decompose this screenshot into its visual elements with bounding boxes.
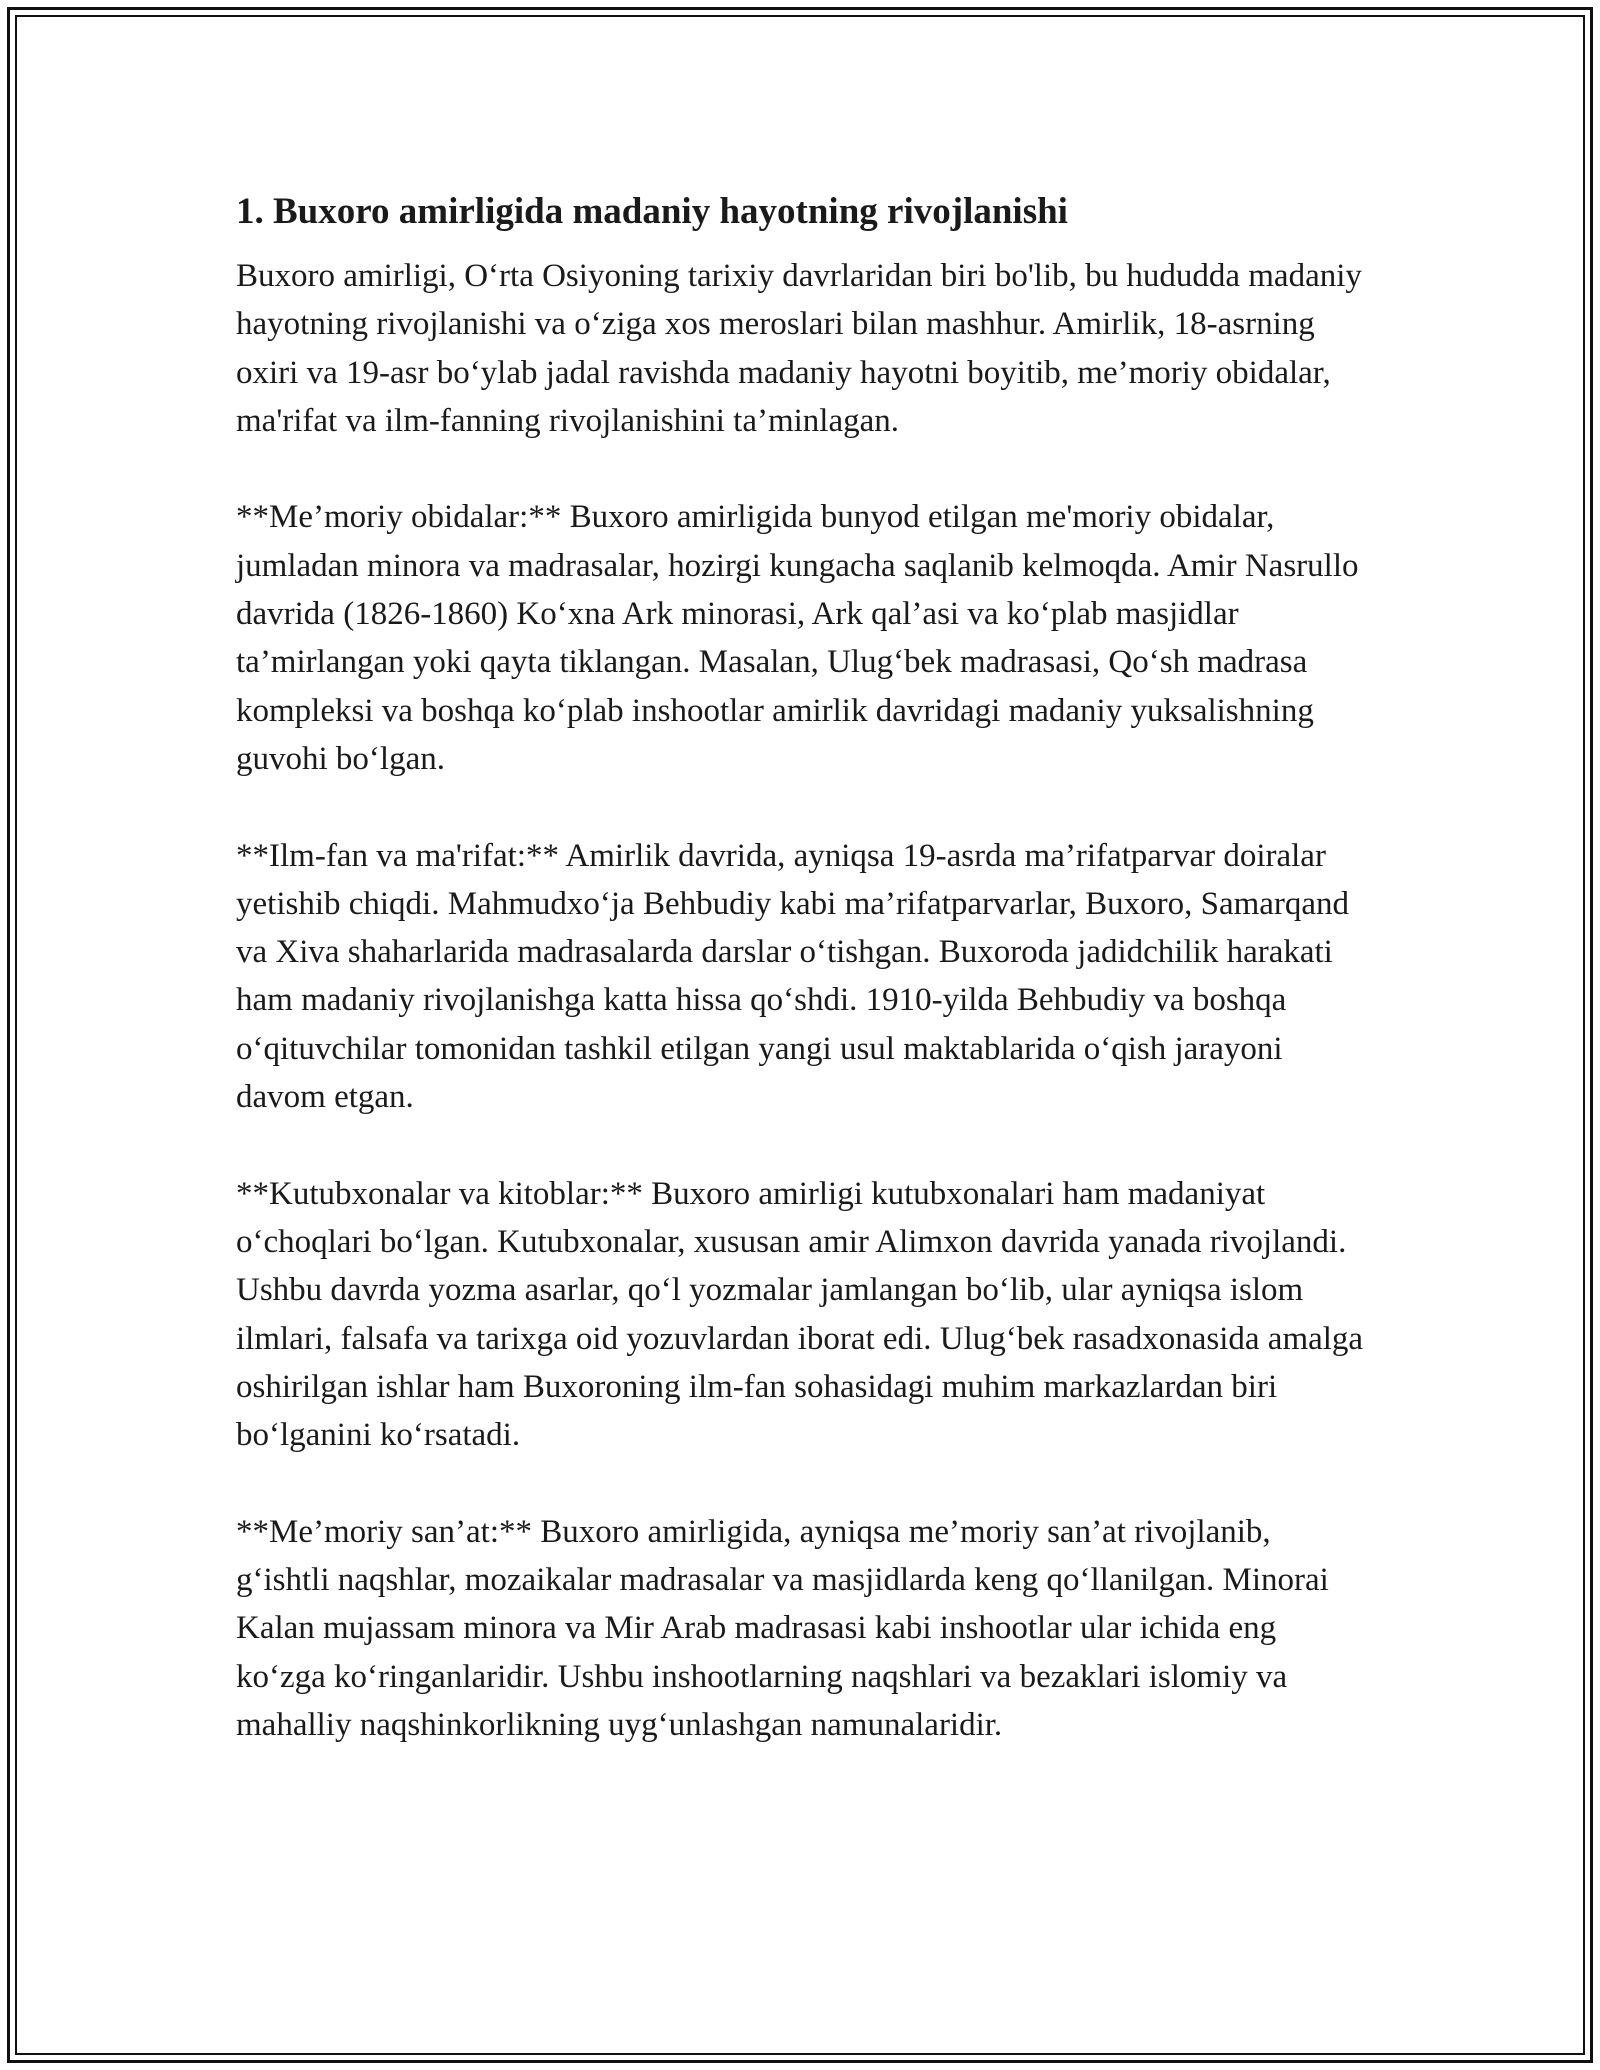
paragraph-libraries-books: **Kutubxonalar va kitoblar:** Buxoro amirligi kutubxonalari ham madaniyat o‘choqlari bo‘lgan. Kutubxonalar, xususan amir Alimxon davrida yanada rivojlandi. Ushbu davrda yozma asarlar, qo‘l yozmalar jamlangan bo‘lib, ular ayniqsa islom ilmlari, falsafa va tarixga oid yozuvlardan iborat edi. Ulug‘bek rasadxonasida amalga oshirilgan ishlar ham Buxoroning ilm-fan sohasidagi muhim markazlardan biri bo‘lganini ko‘rsatadi. [236, 1175, 1364, 1454]
paragraph-science-enlightenment: **Ilm-fan va ma'rifat:** Amirlik davrida, ayniqsa 19-asrda ma’rifatparvar doiralar yetishib chiqdi. Mahmudxo‘ja Behbudiy kabi ma’rifatparvarlar, Buxoro, Samarqand va Xiva shaharlarida madrasalarda darslar o‘tishgan. Buxoroda jadidchilik harakati ham madaniy rivojlanishga katta hissa qo‘shdi. 1910-yilda Behbudiy va boshqa o‘qituvchilar tomonidan tashkil etilgan yangi usul maktablarida o‘qish jarayoni davom etgan. [236, 837, 1350, 1116]
document-body [236, 188, 1366, 1798]
document-title: 1. Buxoro amirligida madaniy hayotning rivojlanishi [236, 191, 1068, 232]
paragraph-architectural-monuments: **Me’moriy obidalar:** Buxoro amirligida bunyod etilgan me'moriy obidalar, jumladan minora va madrasalar, hozirgi kungacha saqlanib kelmoqda. Amir Nasrullo davrida (1826-1860) Ko‘xna Ark minorasi, Ark qal’asi va ko‘plab masjidlar ta’mirlangan yoki qayta tiklangan. Masalan, Ulug‘bek madrasasi, Qo‘sh madrasa kompleksi va boshqa ko‘plab inshootlar amirlik davridagi madaniy yuksalishning guvohi bo‘lgan. [236, 499, 1359, 777]
paragraph-intro: Buxoro amirligi, O‘rta Osiyoning tarixiy davrlaridan biri bo'lib, bu hududda madaniy hayotning rivojlanishi va o‘ziga xos meroslari bilan mashhur. Amirlik, 18-asrning oxiri va 19-asr bo‘ylab jadal ravishda madaniy hayotni boyitib, me’moriy obidalar, ma'rifat va ilm-fanning rivojlanishini ta’minlagan. [236, 258, 1362, 439]
paragraph-architectural-art: **Me’moriy san’at:** Buxoro amirligida, ayniqsa me’moriy san’at rivojlanib, g‘ishtli naqshlar, mozaikalar madrasalar va masjidlarda keng qo‘llanilgan. Minorai Kalan mujassam minora va Mir Arab madrasasi kabi inshootlar ular ichida eng ko‘zga ko‘ringanlaridir. Ushbu inshootlarning naqshlari va bezaklari islomiy va mahalliy naqshinkorlikning uyg‘unlashgan namunalaridir. [236, 1513, 1329, 1743]
